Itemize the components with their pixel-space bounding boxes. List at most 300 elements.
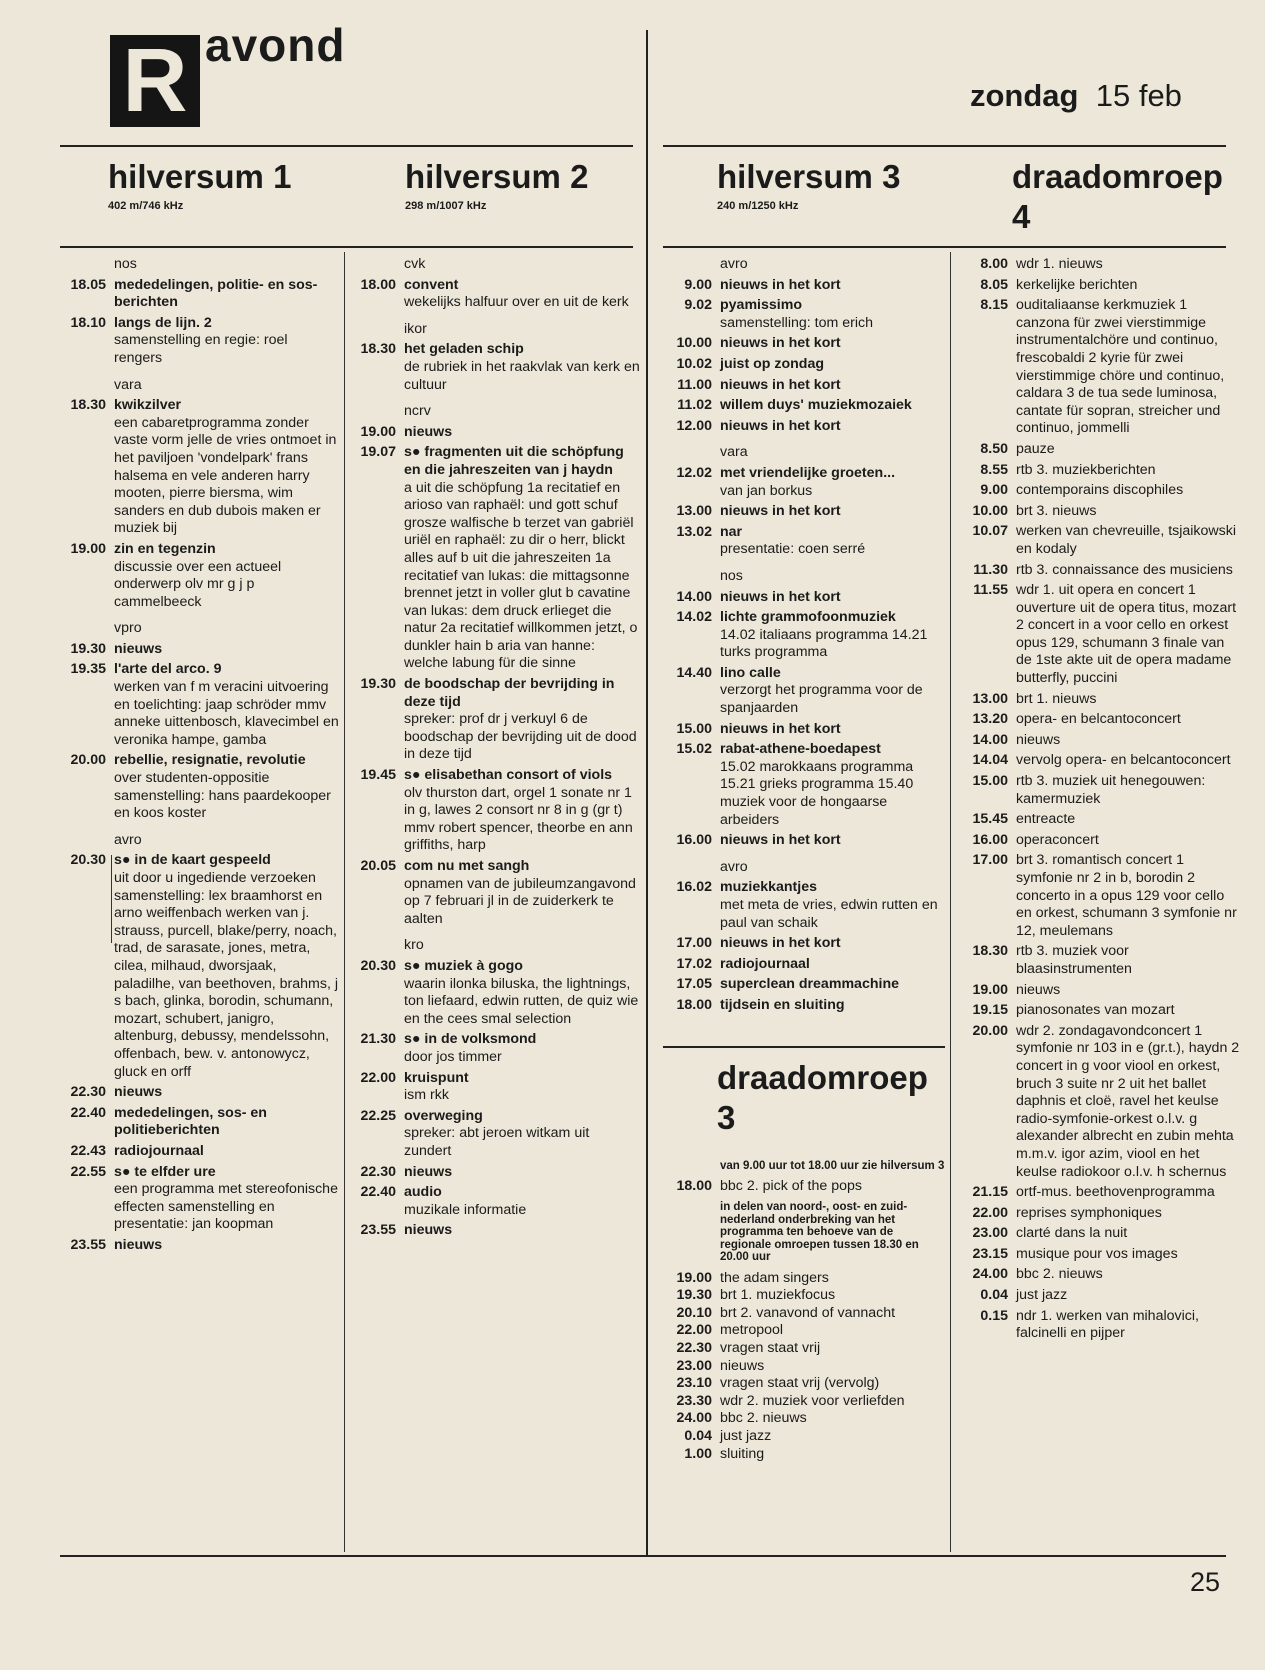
program-entry	[350, 341, 640, 394]
station-hilversum-2	[405, 157, 588, 212]
program-title: ortf-mus. beethovenprogramma	[1016, 1184, 1215, 1201]
program-body	[720, 997, 945, 1015]
program-time: 18.05	[70, 276, 106, 293]
program-time: 22.00	[360, 1069, 396, 1086]
program-entry	[956, 562, 1241, 580]
program-entry	[660, 503, 945, 521]
program-entry	[350, 277, 640, 312]
program-entry	[660, 1446, 945, 1464]
program-time: 17.00	[972, 852, 1008, 869]
program-title: brt 2. vanavond of vannacht	[720, 1304, 896, 1321]
rule-top-left	[60, 145, 633, 147]
program-entry	[956, 277, 1241, 295]
program-title: nieuws	[114, 1084, 163, 1101]
program-entry	[56, 397, 339, 538]
program-time: 15.00	[676, 720, 712, 737]
program-time: 22.43	[70, 1142, 106, 1159]
program-title: nieuws in het kort	[720, 335, 841, 352]
program-title: l'arte del arco. 9	[114, 661, 222, 678]
program-title: kerkelijke berichten	[1016, 276, 1138, 293]
program-time: 19.45	[360, 767, 396, 784]
program-entry	[956, 1266, 1241, 1284]
program-entry	[660, 1270, 945, 1288]
program-title: mededelingen, politie- en sos-berichten	[114, 276, 318, 311]
program-time: 16.00	[676, 832, 712, 849]
program-body	[720, 418, 945, 436]
program-entry	[350, 1070, 640, 1105]
broadcaster-row	[660, 859, 945, 877]
broadcaster-label: vara	[720, 444, 748, 461]
program-time: 8.15	[980, 297, 1008, 314]
broadcaster-row	[56, 377, 339, 395]
program-body	[1016, 773, 1241, 808]
program-time: 13.02	[676, 523, 712, 540]
program-entry	[660, 356, 945, 374]
program-time: 10.00	[676, 335, 712, 352]
broadcaster-label: avro	[114, 831, 142, 848]
program-time: 10.00	[972, 502, 1008, 519]
program-entry	[660, 956, 945, 974]
program-entry	[660, 1322, 945, 1340]
program-entry	[956, 256, 1241, 274]
program-time: 8.55	[980, 461, 1008, 478]
program-time: 18.10	[70, 314, 106, 331]
program-title: nieuws in het kort	[720, 935, 841, 952]
program-title: ouditaliaanse kerkmuziek 1 canzona für zwei vierstimmige instrumentalchöre und continuo, frescobaldi 2 kyrie für zwei vierstimmige chöre und continuo, caldara 3 de tua sede luminosa, cantate für sopran, streicher und continuo, jommelli	[1016, 297, 1225, 437]
program-entry	[660, 741, 945, 829]
program-time: 19.30	[360, 676, 396, 693]
program-entry	[56, 277, 339, 312]
program-body	[720, 1322, 945, 1340]
program-time: 11.00	[677, 376, 712, 393]
broadcaster-row	[350, 256, 640, 274]
program-body	[720, 1305, 945, 1323]
program-entry	[660, 609, 945, 662]
program-body	[404, 858, 640, 928]
station-number: 3	[717, 1098, 736, 1136]
program-body	[114, 641, 339, 659]
program-time: 19.00	[70, 540, 106, 557]
program-body	[1016, 482, 1241, 500]
program-title: vragen staat vrij	[720, 1339, 821, 1356]
program-title: convent	[404, 276, 459, 293]
program-entry	[350, 1164, 640, 1182]
program-time: 17.00	[676, 935, 712, 952]
program-body	[114, 852, 339, 1081]
program-body	[404, 1184, 640, 1219]
broadcaster-label: cvk	[404, 256, 426, 272]
program-description: waarin ilonka biluska, the lightnings, ton liefaard, edwin rutten, de quiz wie en the cees smal selection	[404, 975, 639, 1027]
program-title: langs de lijn. 2	[114, 314, 212, 331]
program-body	[404, 444, 640, 673]
program-time: 8.00	[980, 256, 1008, 272]
program-entry	[660, 465, 945, 500]
program-body	[1016, 297, 1241, 438]
program-time: 18.30	[972, 943, 1008, 960]
program-body	[1016, 1225, 1241, 1243]
section-logo-r: R	[110, 35, 200, 127]
program-body	[720, 1410, 945, 1428]
program-entry	[956, 943, 1241, 978]
program-title: nieuws	[114, 1236, 163, 1253]
program-description: discussie over een actueel onderwerp olv mr g j p cammelbeeck	[114, 558, 282, 610]
program-title: s● fragmenten uit die schöpfung en die jahreszeiten van j haydn	[404, 444, 624, 478]
program-title: nieuws	[404, 423, 453, 440]
program-title: nieuws in het kort	[720, 417, 841, 434]
program-entry	[956, 1308, 1241, 1343]
program-title: vragen staat vrij (vervolg)	[720, 1375, 880, 1392]
program-description: uit door u ingediende verzoeken samenstelling: lex braamhorst en arno weiffenbach werken van j. strauss, purcell, blake/perry, noach, trad, de sarasate, jones, metra, cilea, milhaud, dworsjaak, paladilhe, van beethoven, brahms, j s bach, glinka, borodin, schumann, mozart, schubert, janigro, altenburg, debussy, mendelssohn, offenbach, bew. v. antonowycz, gluck en orff	[114, 870, 338, 1080]
program-time-empty	[660, 444, 712, 462]
program-time: 22.30	[360, 1163, 396, 1180]
program-time: 19.30	[676, 1287, 712, 1304]
program-title: contemporains discophiles	[1016, 482, 1184, 499]
program-entry	[350, 424, 640, 442]
program-title: s● te elfder ure	[114, 1163, 216, 1180]
program-time: 19.15	[972, 1002, 1008, 1019]
program-title: nieuws	[720, 1357, 765, 1374]
program-description: olv thurston dart, orgel 1 sonate nr 1 in g, lawes 2 consort nr 8 in g (gr t) mmv robert spencer, theorbe en ann griffiths, harp	[404, 784, 633, 854]
program-body	[114, 397, 339, 538]
rule-mid-right	[663, 246, 1226, 248]
program-title: nieuws	[404, 1163, 453, 1180]
program-title: radiojournaal	[114, 1142, 204, 1159]
program-entry	[956, 711, 1241, 729]
program-title: kwikzilver	[114, 397, 182, 414]
program-title: nieuws in het kort	[720, 588, 841, 605]
program-description: 15.02 marokkaans programma 15.21 grieks programma 15.40 muziek voor de hongaarse arbeiders	[720, 758, 914, 828]
program-title: s● in de volksmond	[404, 1031, 537, 1048]
program-time: 22.00	[972, 1204, 1008, 1221]
program-entry	[56, 1084, 339, 1102]
program-body	[1016, 1308, 1241, 1343]
program-title: s● muziek à gogo	[404, 957, 523, 974]
program-entry	[660, 589, 945, 607]
program-body	[1016, 562, 1241, 580]
program-body	[114, 1143, 339, 1161]
rule-top-right	[663, 145, 1226, 147]
program-time: 11.30	[973, 561, 1008, 578]
program-title: werken van chevreuille, tsjaikowski en kodaly	[1016, 523, 1236, 557]
broadcaster-row	[350, 937, 640, 955]
station-number: 4	[1012, 197, 1031, 235]
program-description: werken van f m veracini uitvoering en toelichting: jaap schröder mmv anneke uittenbosch, klavecimbel en veronika hampe, gamba	[114, 679, 339, 748]
program-title: rebellie, resignatie, revolutie	[114, 752, 306, 769]
program-body	[404, 1070, 640, 1105]
program-body	[720, 1358, 945, 1376]
schedule-hilversum-2	[350, 256, 640, 1240]
program-body	[114, 752, 339, 822]
program-title: s● elisabethan consort of viols	[404, 767, 613, 784]
broadcaster-row	[56, 832, 339, 850]
program-time: 9.02	[684, 297, 712, 314]
program-title: com nu met sangh	[404, 858, 530, 874]
program-entry	[956, 691, 1241, 709]
program-title: met vriendelijke groeten...	[720, 464, 896, 481]
program-time-empty	[660, 256, 712, 274]
program-title: zin en tegenzin	[114, 540, 216, 557]
program-body	[404, 277, 640, 312]
program-body	[114, 277, 339, 312]
program-title: wdr 1. nieuws	[1016, 256, 1103, 272]
program-body	[720, 589, 945, 607]
program-title: bbc 2. pick of the pops	[720, 1177, 862, 1194]
program-entry	[956, 441, 1241, 459]
program-body	[720, 1428, 945, 1446]
broadcaster-label: vpro	[114, 620, 142, 637]
program-time: 1.00	[684, 1445, 712, 1462]
program-title: nieuws	[1016, 731, 1061, 748]
schedule-hilversum-3	[660, 256, 945, 1015]
program-title: superclean dreammachine	[720, 976, 899, 993]
program-body	[720, 976, 945, 994]
program-time: 14.00	[972, 731, 1008, 748]
program-body	[1016, 277, 1241, 295]
broadcaster-label: vara	[114, 376, 142, 393]
section-title: avond	[205, 19, 346, 71]
program-time-empty	[56, 377, 106, 395]
station-name: draadomroep	[717, 1059, 928, 1096]
program-entry	[956, 523, 1241, 558]
program-entry	[56, 1105, 339, 1140]
program-body	[720, 741, 945, 829]
program-description: een cabaretprogramma zonder vaste vorm jelle de vries ontmoet in het paviljoen 'vondelpark' frans halsema en vele anderen harry mooten, pierre biersma, wim sanders en dub dubois maken er muziek bij	[114, 414, 337, 537]
program-time: 13.20	[972, 711, 1008, 728]
program-title: brt 1. muziekfocus	[720, 1287, 836, 1304]
program-time: 19.07	[360, 444, 396, 461]
program-body	[1016, 441, 1241, 459]
program-body	[114, 1105, 339, 1140]
program-body	[114, 315, 339, 368]
program-time: 20.05	[360, 858, 396, 874]
program-title: mededelingen, sos- en politieberichten	[114, 1104, 267, 1139]
program-body	[404, 424, 640, 442]
program-title: pauze	[1016, 440, 1055, 457]
program-body	[720, 297, 945, 332]
program-time: 19.30	[70, 640, 106, 657]
program-entry	[956, 773, 1241, 808]
program-title: reprises symphoniques	[1016, 1204, 1162, 1221]
program-entry	[660, 721, 945, 739]
broadcaster-label: kro	[404, 937, 424, 954]
program-body	[720, 832, 945, 850]
program-body	[720, 609, 945, 662]
program-time-empty	[56, 832, 106, 850]
program-time: 24.00	[676, 1410, 712, 1427]
broadcaster-row	[350, 403, 640, 421]
program-time: 22.40	[360, 1184, 396, 1201]
program-entry	[660, 335, 945, 353]
program-description: door jos timmer	[404, 1048, 502, 1065]
program-entry	[956, 982, 1241, 1000]
schedule-hilversum-1	[56, 256, 339, 1254]
program-title: willem duys' muziekmozaiek	[720, 397, 912, 414]
broadcaster-label: ikor	[404, 320, 427, 337]
program-title: operaconcert	[1016, 831, 1099, 848]
program-time: 13.00	[972, 690, 1008, 707]
program-entry	[956, 503, 1241, 521]
broadcaster-row	[660, 444, 945, 462]
program-entry	[956, 852, 1241, 940]
program-time-empty	[660, 859, 712, 877]
divider-right	[950, 252, 951, 1552]
station-frequency: 240 m/1250 kHz	[717, 199, 799, 212]
program-description: over studenten-oppositie samenstelling: hans paardekooper en koos koster	[114, 770, 331, 822]
program-entry	[956, 832, 1241, 850]
program-body	[720, 879, 945, 932]
program-time: 11.55	[973, 582, 1008, 599]
program-time: 21.15	[972, 1184, 1008, 1201]
program-entry	[56, 852, 339, 1081]
program-entry	[660, 397, 945, 415]
program-time: 18.00	[676, 1177, 712, 1194]
program-title: nieuws	[1016, 981, 1061, 998]
program-time: 11.02	[677, 397, 712, 414]
program-description: a uit die schöpfung 1a recitatief en arioso van raphaël: und gott schuf grosze walfische b terzet van gabriël uriël en raphaël: zu dir o herr, blickt alles auf b uit die jahreszeiten 1a recitatief van lukas: die mittagsonne brennet jetzt in voller glut b cavatine van lukas: dem druck erlieget die natur 2a recitatief willkommen jetzt, o dunkler hain b aria van hanne: welche labung für die sinne	[404, 479, 638, 672]
program-time: 18.00	[676, 996, 712, 1013]
program-entry	[660, 418, 945, 436]
program-title: rtb 3. connaissance des musiciens	[1016, 561, 1233, 578]
program-time: 19.35	[70, 661, 106, 678]
program-title: brt 3. nieuws	[1016, 502, 1097, 519]
program-entry	[660, 665, 945, 718]
program-entry	[660, 832, 945, 850]
program-entry	[660, 1287, 945, 1305]
program-entry	[56, 752, 339, 822]
program-body	[720, 1340, 945, 1358]
program-time: 23.55	[360, 1222, 396, 1239]
program-time: 0.04	[980, 1287, 1008, 1304]
program-body	[720, 524, 945, 559]
program-entry	[956, 1246, 1241, 1264]
program-time: 15.02	[676, 741, 712, 758]
program-time-empty	[660, 568, 712, 586]
program-entry	[660, 1428, 945, 1446]
schedule-draadomroep-3	[660, 1160, 945, 1463]
program-entry	[660, 935, 945, 953]
program-body	[720, 1446, 945, 1464]
program-time-empty	[350, 256, 396, 274]
program-body	[404, 341, 640, 394]
program-title: nieuws in het kort	[720, 720, 841, 737]
program-entry	[660, 1375, 945, 1393]
program-title: wdr 1. uit opera en concert 1 ouverture uit de opera titus, mozart 2 concert in a voor cello en orkest opus 129, schumann 3 finale van de 1ste akte uit de opera madame butterfly, puccini	[1016, 582, 1237, 687]
program-time: 22.00	[676, 1322, 712, 1339]
program-title: nar	[720, 523, 743, 540]
station-name: hilversum 1	[108, 158, 292, 195]
program-title: lino calle	[720, 664, 781, 681]
program-entry	[350, 1031, 640, 1066]
program-body	[404, 1164, 640, 1182]
program-body	[720, 503, 945, 521]
program-time-empty	[56, 620, 106, 638]
program-title: tijdsein en sluiting	[720, 996, 845, 1013]
program-title: nieuws in het kort	[720, 503, 841, 520]
program-entry	[956, 732, 1241, 750]
program-time: 0.04	[684, 1427, 712, 1444]
program-body	[1016, 1002, 1241, 1020]
program-description: opnamen van de jubileumzangavond op 7 februari jl in de zuiderkerk te aalten	[404, 875, 636, 927]
program-body	[1016, 1266, 1241, 1284]
program-body	[1016, 523, 1241, 558]
program-time: 13.00	[676, 503, 712, 520]
date-label: 15 feb	[1095, 78, 1182, 113]
program-time-empty	[350, 403, 396, 421]
program-body	[720, 721, 945, 739]
program-entry	[660, 524, 945, 559]
station-name: hilversum 3	[717, 158, 901, 195]
program-body	[1016, 1184, 1241, 1202]
program-title: just jazz	[1016, 1287, 1068, 1304]
program-entry	[660, 1393, 945, 1411]
program-title: musique pour vos images	[1016, 1245, 1178, 1262]
program-time: 15.45	[972, 811, 1008, 828]
program-title: kruispunt	[404, 1069, 469, 1086]
program-entry	[660, 377, 945, 395]
rule-dr3-top	[663, 1046, 945, 1048]
program-entry	[350, 958, 640, 1028]
program-body	[1016, 943, 1241, 978]
broadcaster-row	[660, 568, 945, 586]
broadcaster-row	[660, 256, 945, 274]
program-entry	[956, 1184, 1241, 1202]
broadcaster-label: avro	[720, 858, 748, 875]
program-entry	[56, 661, 339, 749]
program-title: nieuws	[404, 1222, 453, 1239]
program-body	[114, 1164, 339, 1234]
program-time: 21.30	[360, 1031, 396, 1048]
program-time: 24.00	[972, 1266, 1008, 1283]
program-body	[1016, 256, 1241, 274]
program-body	[1016, 462, 1241, 480]
program-body	[114, 1084, 339, 1102]
program-body	[720, 1393, 945, 1411]
program-entry	[350, 1184, 640, 1219]
program-entry	[56, 1143, 339, 1161]
program-title: radiojournaal	[720, 955, 810, 972]
program-body	[720, 956, 945, 974]
rule-mid-left	[60, 246, 633, 248]
program-time: 20.00	[70, 752, 106, 769]
program-time: 22.30	[676, 1339, 712, 1356]
program-time: 22.40	[70, 1104, 106, 1121]
program-body	[404, 958, 640, 1028]
program-time: 22.30	[70, 1084, 106, 1101]
program-title: muziekkantjes	[720, 879, 817, 896]
program-time: 20.10	[676, 1304, 712, 1321]
program-time-empty	[350, 937, 396, 955]
program-body	[1016, 1287, 1241, 1305]
program-title: vervolg opera- en belcantoconcert	[1016, 752, 1231, 769]
program-description: samenstelling en regie: roel rengers	[114, 332, 288, 366]
program-time: 19.00	[972, 981, 1008, 998]
program-body	[720, 1375, 945, 1393]
program-title: metropool	[720, 1322, 784, 1339]
program-title: rtb 3. muziek uit henegouwen: kamermuziek	[1016, 773, 1206, 807]
program-time-empty	[350, 321, 396, 339]
program-body	[1016, 691, 1241, 709]
program-time: 12.00	[676, 417, 712, 434]
program-time: 23.00	[676, 1357, 712, 1374]
program-title: nieuws	[114, 640, 163, 657]
program-body	[720, 935, 945, 953]
program-time: 14.02	[676, 609, 712, 626]
program-time: 20.00	[972, 1022, 1008, 1039]
program-time: 19.00	[676, 1269, 712, 1286]
program-title: overweging	[404, 1107, 483, 1124]
program-description: wekelijks halfuur over en uit de kerk	[404, 294, 629, 311]
program-entry	[350, 444, 640, 673]
